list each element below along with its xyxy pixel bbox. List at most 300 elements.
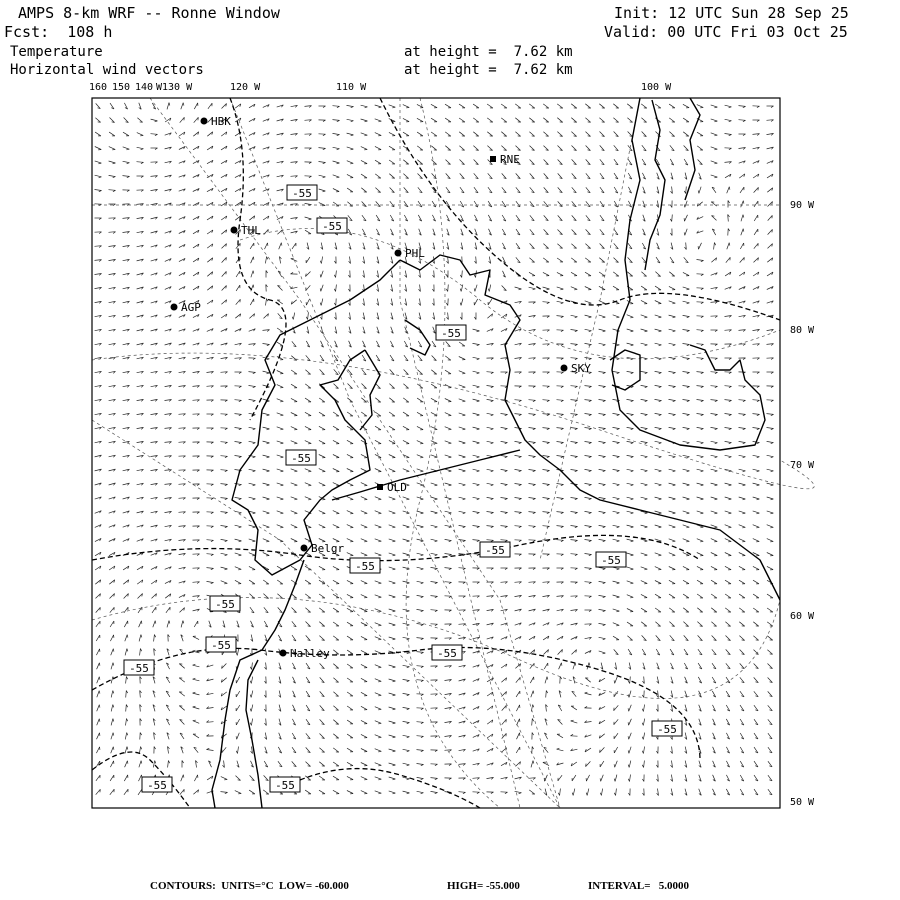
wind-vector bbox=[655, 553, 662, 556]
wind-vector bbox=[767, 188, 772, 192]
wind-vector bbox=[739, 469, 746, 472]
wind-vector bbox=[516, 146, 521, 151]
wind-vector bbox=[768, 202, 773, 207]
wind-vector bbox=[151, 385, 158, 387]
wind-vector bbox=[207, 554, 214, 556]
wind-vector bbox=[517, 719, 520, 725]
wind-vector bbox=[347, 636, 353, 640]
wind-vector bbox=[95, 413, 102, 415]
wind-vector bbox=[236, 719, 240, 725]
wind-vector bbox=[557, 582, 564, 584]
wind-vector bbox=[627, 469, 634, 472]
wind-vector bbox=[697, 414, 704, 416]
wind-vector bbox=[137, 580, 143, 584]
wind-vector bbox=[459, 568, 466, 570]
wind-vector bbox=[347, 539, 353, 542]
station-label: PHL bbox=[405, 247, 425, 260]
wind-vector bbox=[95, 218, 102, 220]
wind-vector bbox=[279, 663, 281, 670]
wind-vector bbox=[544, 747, 548, 752]
wind-vector bbox=[655, 301, 661, 304]
wind-vector bbox=[207, 400, 214, 402]
wind-vector bbox=[166, 719, 169, 725]
wind-vector bbox=[627, 441, 634, 443]
wind-vector bbox=[391, 229, 394, 235]
wind-vector bbox=[487, 777, 494, 779]
wind-vector bbox=[753, 286, 759, 289]
wind-vector bbox=[348, 229, 351, 235]
wind-vector bbox=[754, 691, 758, 696]
wind-vector bbox=[585, 329, 592, 332]
wind-vector bbox=[447, 215, 450, 221]
wind-vector bbox=[487, 329, 493, 332]
wind-vector bbox=[684, 146, 689, 151]
wind-vector bbox=[278, 271, 282, 277]
wind-vector bbox=[445, 624, 452, 626]
wind-vector bbox=[529, 512, 536, 514]
wind-vector bbox=[291, 287, 298, 289]
wind-vector bbox=[235, 174, 241, 177]
station-label: Belgr bbox=[311, 542, 345, 555]
wind-vector bbox=[333, 161, 340, 164]
wind-vector bbox=[207, 146, 213, 150]
wind-vector bbox=[306, 733, 310, 738]
wind-vector bbox=[137, 245, 144, 247]
wind-vector bbox=[515, 636, 521, 639]
wind-vector bbox=[669, 118, 675, 122]
wind-vector bbox=[725, 580, 731, 584]
wind-vector bbox=[249, 132, 255, 135]
wind-vector bbox=[445, 707, 452, 709]
wind-vector bbox=[683, 427, 690, 429]
wind-vector bbox=[697, 358, 704, 360]
wind-vector bbox=[643, 201, 645, 208]
wind-vector bbox=[361, 692, 367, 696]
wind-vector bbox=[754, 187, 759, 192]
wind-vector bbox=[193, 414, 200, 416]
wind-vector bbox=[558, 215, 563, 220]
wind-vector bbox=[405, 271, 407, 278]
wind-vector bbox=[684, 229, 687, 236]
wind-vector bbox=[585, 428, 592, 430]
wind-vector bbox=[627, 539, 634, 542]
wind-vector bbox=[571, 623, 578, 625]
wind-vector bbox=[333, 622, 339, 626]
wind-vector bbox=[433, 271, 435, 278]
wind-vector bbox=[403, 749, 410, 752]
wind-vector bbox=[641, 483, 648, 486]
wind-vector bbox=[433, 243, 435, 250]
wind-vector bbox=[333, 133, 340, 135]
wind-vector bbox=[363, 313, 365, 320]
wind-vector bbox=[473, 399, 480, 402]
wind-vector bbox=[557, 428, 564, 430]
wind-vector bbox=[250, 691, 253, 698]
wind-vector bbox=[305, 134, 312, 136]
wind-vector bbox=[670, 215, 672, 222]
wind-vector bbox=[348, 215, 352, 220]
wind-vector bbox=[613, 609, 620, 612]
wind-vector bbox=[571, 258, 577, 262]
wind-vector bbox=[417, 132, 423, 136]
wind-vector bbox=[767, 147, 774, 149]
wind-vector bbox=[557, 456, 564, 458]
wind-vector bbox=[529, 414, 536, 416]
wind-vector bbox=[250, 607, 254, 613]
wind-vector bbox=[753, 580, 759, 584]
wind-vector bbox=[614, 747, 618, 753]
wind-vector bbox=[684, 649, 688, 655]
wind-vector bbox=[628, 705, 631, 711]
wind-vector bbox=[684, 187, 686, 194]
wind-vector bbox=[361, 678, 367, 682]
wind-vector bbox=[305, 441, 311, 444]
station-sky bbox=[561, 362, 592, 375]
wind-vector bbox=[389, 721, 396, 724]
wind-vector bbox=[641, 104, 647, 108]
wind-vector bbox=[461, 243, 463, 250]
wind-vector bbox=[375, 595, 382, 598]
wind-vector bbox=[363, 299, 365, 306]
wind-vector bbox=[278, 607, 283, 612]
wind-vector bbox=[193, 343, 200, 345]
wind-vector bbox=[152, 607, 156, 613]
wind-vector bbox=[557, 358, 564, 360]
wind-vector bbox=[643, 215, 645, 222]
wind-vector bbox=[627, 567, 634, 570]
wind-vector bbox=[250, 663, 252, 670]
wind-vector bbox=[417, 412, 423, 416]
wind-vector bbox=[389, 525, 396, 528]
wind-vector bbox=[460, 299, 463, 306]
wind-vector bbox=[404, 215, 407, 221]
wind-vector bbox=[305, 566, 311, 570]
wind-vector bbox=[363, 257, 365, 264]
wind-vector bbox=[333, 483, 339, 486]
wind-vector bbox=[207, 216, 213, 220]
wind-vector bbox=[683, 525, 690, 528]
wind-vector bbox=[669, 132, 674, 137]
wind-vector bbox=[768, 691, 773, 696]
wind-vector bbox=[361, 706, 367, 710]
wind-vector bbox=[151, 343, 158, 345]
wind-vector bbox=[431, 624, 438, 626]
wind-vector bbox=[697, 580, 703, 584]
wind-vector bbox=[641, 272, 646, 277]
wind-vector bbox=[585, 301, 592, 304]
wind-vector bbox=[712, 216, 717, 221]
wind-vector bbox=[711, 386, 718, 388]
wind-vector bbox=[641, 399, 648, 401]
wind-vector bbox=[767, 608, 773, 612]
wind-vector bbox=[585, 596, 592, 598]
wind-vector bbox=[501, 582, 508, 584]
wind-vector bbox=[657, 201, 659, 208]
wind-vector bbox=[125, 635, 128, 642]
wind-vector bbox=[347, 580, 353, 584]
wind-vector bbox=[333, 734, 338, 738]
wind-vector bbox=[475, 243, 477, 250]
wind-vector bbox=[711, 133, 718, 136]
wind-vector bbox=[207, 386, 214, 388]
wind-vector bbox=[320, 677, 325, 682]
wind-vector bbox=[235, 314, 240, 318]
wind-vector bbox=[165, 580, 171, 583]
wind-vector bbox=[249, 344, 256, 346]
wind-vector bbox=[725, 511, 732, 514]
wind-vector bbox=[95, 427, 102, 429]
wind-vector bbox=[179, 414, 186, 416]
wind-vector bbox=[489, 229, 492, 235]
wind-vector bbox=[221, 300, 226, 305]
wind-vector bbox=[671, 775, 673, 782]
wind-vector bbox=[389, 398, 394, 402]
wind-vector bbox=[683, 566, 689, 570]
wind-vector bbox=[767, 594, 773, 598]
wind-vector bbox=[221, 314, 227, 318]
wind-vector bbox=[585, 244, 590, 249]
wind-vector bbox=[599, 386, 606, 388]
wind-vector bbox=[291, 370, 297, 374]
wind-vector bbox=[627, 609, 633, 612]
wind-vector bbox=[728, 229, 730, 236]
lat-90: 90 W bbox=[790, 200, 815, 211]
wind-vector bbox=[683, 497, 690, 500]
wind-vector bbox=[264, 705, 266, 712]
wind-vector bbox=[572, 215, 577, 220]
wind-vector bbox=[445, 666, 452, 668]
wind-vector bbox=[529, 456, 536, 458]
wind-vector bbox=[753, 315, 760, 317]
wind-vector bbox=[361, 454, 367, 458]
wind-vector bbox=[221, 216, 227, 220]
wind-vector bbox=[739, 483, 746, 486]
wind-vector bbox=[683, 272, 689, 276]
wind-vector bbox=[613, 483, 620, 486]
wind-vector bbox=[613, 525, 620, 528]
wind-vector bbox=[614, 201, 618, 207]
wind-vector bbox=[543, 442, 550, 444]
wind-vector bbox=[656, 635, 661, 640]
wind-vector bbox=[501, 427, 508, 429]
wind-vector bbox=[515, 287, 522, 290]
wind-vector bbox=[179, 329, 186, 331]
wind-vector bbox=[124, 607, 128, 613]
wind-vector bbox=[109, 552, 115, 555]
wind-vector bbox=[417, 426, 423, 430]
wind-vector bbox=[600, 244, 605, 249]
wind-vector bbox=[641, 608, 647, 612]
wind-vector bbox=[698, 187, 701, 194]
wind-vector bbox=[403, 132, 409, 136]
wind-vector bbox=[319, 134, 326, 136]
wind-vector bbox=[474, 201, 478, 207]
wind-vector bbox=[530, 243, 535, 248]
wind-vector bbox=[529, 358, 536, 360]
wind-vector bbox=[487, 314, 492, 319]
wind-vector bbox=[363, 327, 365, 334]
wind-vector bbox=[389, 595, 396, 598]
wind-vector bbox=[165, 511, 172, 513]
wind-vector bbox=[207, 456, 214, 458]
wind-vector bbox=[151, 511, 158, 513]
wind-vector bbox=[333, 636, 339, 640]
wind-vector bbox=[474, 299, 478, 305]
wind-vector bbox=[753, 539, 759, 542]
wind-vector bbox=[740, 733, 744, 739]
wind-vector bbox=[236, 285, 240, 291]
wind-vector bbox=[697, 386, 704, 388]
wind-vector bbox=[221, 792, 228, 794]
wind-vector bbox=[697, 105, 703, 108]
station-label: HBK bbox=[211, 115, 231, 128]
wind-vector bbox=[347, 664, 353, 668]
wind-vector bbox=[544, 650, 549, 655]
wind-vector bbox=[137, 273, 144, 275]
wind-vector bbox=[277, 175, 284, 177]
wind-vector bbox=[264, 761, 268, 767]
wind-vector bbox=[335, 243, 337, 250]
wind-vector bbox=[405, 229, 408, 235]
wind-vector bbox=[557, 301, 564, 304]
wind-vector bbox=[699, 761, 701, 768]
wind-vector bbox=[391, 327, 394, 334]
wind-vector bbox=[305, 176, 312, 178]
wind-vector bbox=[655, 385, 662, 387]
wind-vector bbox=[417, 624, 424, 626]
wind-vector bbox=[375, 707, 381, 710]
station-label: THL bbox=[241, 224, 261, 237]
wind-vector bbox=[753, 566, 759, 570]
wind-vector bbox=[543, 484, 550, 486]
wind-vector bbox=[655, 427, 662, 429]
wind-vector bbox=[193, 554, 200, 556]
wind-vector bbox=[168, 747, 170, 754]
wind-vector bbox=[403, 777, 410, 780]
wind-vector bbox=[474, 285, 477, 292]
wind-vector bbox=[375, 146, 381, 150]
wind-vector bbox=[221, 706, 227, 710]
wind-vector bbox=[627, 525, 634, 528]
wind-vector bbox=[585, 483, 592, 485]
wind-vector bbox=[235, 104, 241, 108]
wind-vector bbox=[544, 173, 549, 178]
wind-vector bbox=[151, 315, 158, 317]
wind-vector bbox=[109, 232, 116, 234]
wind-vector bbox=[685, 243, 687, 250]
wind-vector bbox=[291, 398, 297, 402]
wind-vector bbox=[642, 159, 646, 165]
wind-vector bbox=[95, 301, 102, 303]
wind-vector bbox=[277, 328, 283, 332]
wind-vector bbox=[754, 733, 758, 739]
wind-vector bbox=[515, 512, 522, 514]
wind-vector bbox=[697, 344, 704, 346]
wind-vector bbox=[305, 230, 311, 234]
wind-vector bbox=[263, 525, 270, 528]
wind-vector bbox=[361, 160, 367, 164]
wind-vector bbox=[151, 580, 157, 584]
wind-vector bbox=[529, 132, 534, 137]
wind-vector bbox=[320, 299, 323, 306]
wind-vector bbox=[390, 355, 394, 361]
wind-vector bbox=[292, 761, 297, 766]
wind-vector bbox=[265, 257, 267, 264]
wind-vector bbox=[697, 469, 704, 472]
wind-vector bbox=[544, 201, 549, 206]
wind-vector bbox=[319, 566, 325, 570]
wind-vector bbox=[235, 188, 241, 191]
wind-vector bbox=[319, 440, 325, 444]
wind-vector bbox=[711, 497, 718, 500]
wind-vector bbox=[445, 736, 452, 738]
wind-vector bbox=[140, 691, 142, 698]
wind-vector bbox=[333, 664, 338, 669]
wind-vector bbox=[109, 218, 116, 220]
wind-vector bbox=[207, 568, 214, 570]
wind-vector bbox=[403, 440, 409, 444]
wind-vector bbox=[333, 147, 340, 150]
wind-vector bbox=[515, 301, 522, 303]
wind-vector bbox=[193, 244, 199, 248]
wind-vector bbox=[642, 761, 644, 768]
wind-vector bbox=[515, 609, 522, 611]
wind-vector bbox=[459, 357, 465, 360]
wind-vector bbox=[417, 118, 423, 122]
wind-vector bbox=[264, 621, 267, 627]
wind-vector bbox=[599, 567, 606, 569]
wind-vector bbox=[140, 677, 142, 684]
wind-vector bbox=[417, 609, 424, 611]
wind-vector bbox=[571, 414, 578, 416]
wind-vector bbox=[168, 761, 170, 768]
wind-vector bbox=[711, 400, 718, 402]
wind-vector bbox=[263, 105, 269, 108]
wind-vector bbox=[179, 258, 185, 261]
wind-vector bbox=[543, 302, 550, 304]
wind-vector bbox=[209, 621, 211, 628]
wind-vector bbox=[713, 747, 716, 753]
wind-vector bbox=[655, 483, 662, 486]
wind-vector bbox=[642, 719, 645, 726]
wind-vector bbox=[375, 133, 381, 136]
wind-vector bbox=[459, 582, 466, 584]
wind-vector bbox=[515, 329, 522, 331]
wind-vector bbox=[473, 735, 479, 738]
wind-vector bbox=[586, 146, 591, 151]
wind-vector bbox=[207, 540, 214, 542]
wind-vector bbox=[431, 750, 438, 752]
wind-vector bbox=[712, 649, 716, 654]
wind-vector bbox=[235, 525, 242, 528]
wind-vector bbox=[179, 553, 186, 555]
field-label-wind: Horizontal wind vectors bbox=[10, 62, 204, 78]
wind-vector bbox=[417, 483, 424, 486]
wind-vector bbox=[683, 315, 690, 317]
wind-vector bbox=[361, 147, 367, 150]
wind-vector bbox=[711, 161, 718, 164]
wind-vector bbox=[207, 300, 213, 304]
wind-vector bbox=[139, 775, 142, 781]
wind-vector bbox=[543, 244, 548, 249]
wind-vector bbox=[571, 315, 578, 318]
wind-vector bbox=[306, 677, 310, 683]
wind-vector bbox=[683, 441, 690, 444]
wind-vector bbox=[97, 677, 100, 683]
wind-vector bbox=[599, 678, 605, 682]
wind-vector bbox=[655, 315, 662, 318]
wind-vector bbox=[725, 119, 732, 122]
